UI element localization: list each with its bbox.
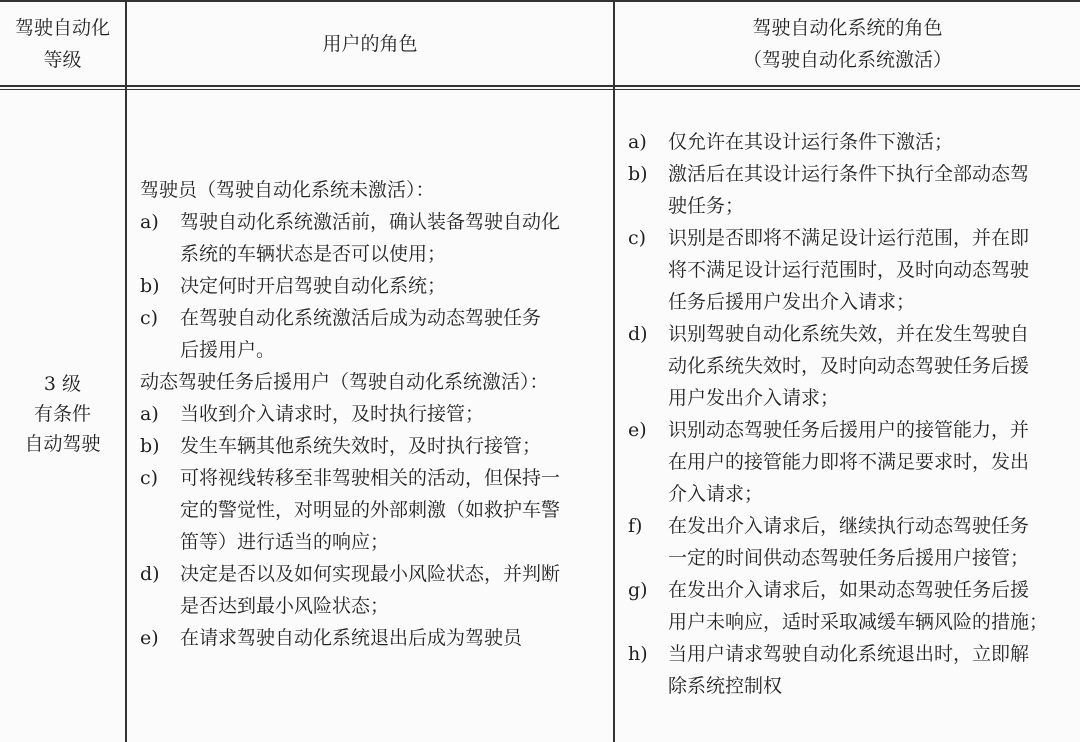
item-line: 用户未响应，适时采取减缓车辆风险的措施；: [668, 611, 1049, 633]
item-line: 驶任务；: [668, 195, 745, 217]
item-line: 笛等）进行适当的响应；: [180, 531, 390, 553]
item-label: e): [140, 627, 159, 649]
item-label: g): [628, 579, 648, 601]
header-system-role: [615, 2, 1080, 85]
item-label: f): [628, 515, 643, 537]
item-line: 驾驶自动化系统激活前，确认装备驾驶自动化: [180, 211, 561, 233]
item-line: 识别是否即将不满足设计运行范围，并在即: [668, 227, 1030, 249]
header-user-role-label: 用户的角色: [322, 32, 418, 55]
item-line: 用户发出介入请求；: [668, 387, 840, 409]
header-system-role-line-2: （驾驶自动化系统激活）: [742, 48, 952, 71]
level-name-line-1: 有条件: [33, 403, 91, 425]
item-label: c): [140, 307, 159, 329]
item-label: d): [628, 323, 648, 345]
item-line: 在发出介入请求后，如果动态驾驶任务后援: [668, 579, 1030, 601]
item-line: 发生车辆其他系统失效时，及时执行接管；: [180, 435, 542, 457]
fallback-user-heading: 动态驾驶任务后援用户（驾驶自动化系统激活）：: [140, 371, 549, 393]
item-line: 可将视线转移至非驾驶相关的活动，但保持一: [180, 467, 561, 489]
item-line: 当收到介入请求时，及时执行接管；: [180, 403, 485, 425]
item-line: 在用户的接管能力即将不满足要求时，发出: [668, 451, 1030, 473]
item-label: a): [140, 403, 159, 425]
level-cell: [0, 366, 125, 462]
item-label: c): [628, 227, 647, 249]
item-label: e): [628, 419, 647, 441]
item-line: 系统的车辆状态是否可以使用；: [180, 243, 447, 265]
item-line: 任务后援用户发出介入请求；: [668, 291, 916, 313]
item-line: 一定的时间供动态驾驶任务后援用户接管；: [668, 547, 1030, 569]
item-line: 是否达到最小风险状态；: [180, 595, 390, 617]
item-line: 在发出介入请求后，继续执行动态驾驶任务: [668, 515, 1030, 537]
header-level-line-2: 等级: [43, 48, 82, 71]
header-user-role: [127, 2, 613, 85]
level-name-line-2: 自动驾驶: [24, 433, 101, 455]
level-number: 3 级: [43, 373, 82, 395]
item-line: 将不满足设计运行范围时，及时向动态驾驶: [668, 259, 1030, 281]
item-line: 识别动态驾驶任务后援用户的接管能力，并: [668, 419, 1030, 441]
item-line: 介入请求；: [668, 483, 764, 505]
item-label: b): [140, 275, 160, 297]
item-line: 仅允许在其设计运行条件下激活；: [668, 131, 954, 153]
column-divider-1: [125, 0, 127, 742]
column-divider-2: [613, 0, 615, 742]
item-line: 后援用户。: [180, 339, 276, 361]
header-bottom-border: [0, 85, 1080, 87]
header-system-role-line-1: 驾驶自动化系统的角色: [752, 16, 943, 39]
item-line: 识别驾驶自动化系统失效，并在发生驾驶自: [668, 323, 1030, 345]
item-label: a): [628, 131, 647, 153]
item-line: 决定是否以及如何实现最小风险状态，并判断: [180, 563, 561, 585]
item-line: 激活后在其设计运行条件下执行全部动态驾: [668, 163, 1030, 185]
item-line: 除系统控制权: [668, 675, 783, 697]
item-line: 决定何时开启驾驶自动化系统；: [180, 275, 447, 297]
header-bottom-border-double: [0, 89, 1080, 90]
header-level: [0, 2, 125, 85]
item-label: b): [140, 435, 160, 457]
item-label: b): [628, 163, 648, 185]
item-line: 在驾驶自动化系统激活后成为动态驾驶任务: [180, 307, 542, 329]
item-label: h): [628, 643, 648, 665]
item-line: 定的警觉性，对明显的外部刺激（如救护车警: [180, 499, 561, 521]
item-label: c): [140, 467, 159, 489]
driver-heading: 驾驶员（驾驶自动化系统未激活）：: [140, 179, 435, 201]
item-label: a): [140, 211, 159, 233]
item-label: d): [140, 563, 160, 585]
header-level-line-1: 驾驶自动化: [14, 16, 110, 39]
item-line: 动化系统失效时，及时向动态驾驶任务后援: [668, 355, 1030, 377]
item-line: 在请求驾驶自动化系统退出后成为驾驶员: [180, 627, 523, 649]
item-line: 当用户请求驾驶自动化系统退出时，立即解: [668, 643, 1030, 665]
